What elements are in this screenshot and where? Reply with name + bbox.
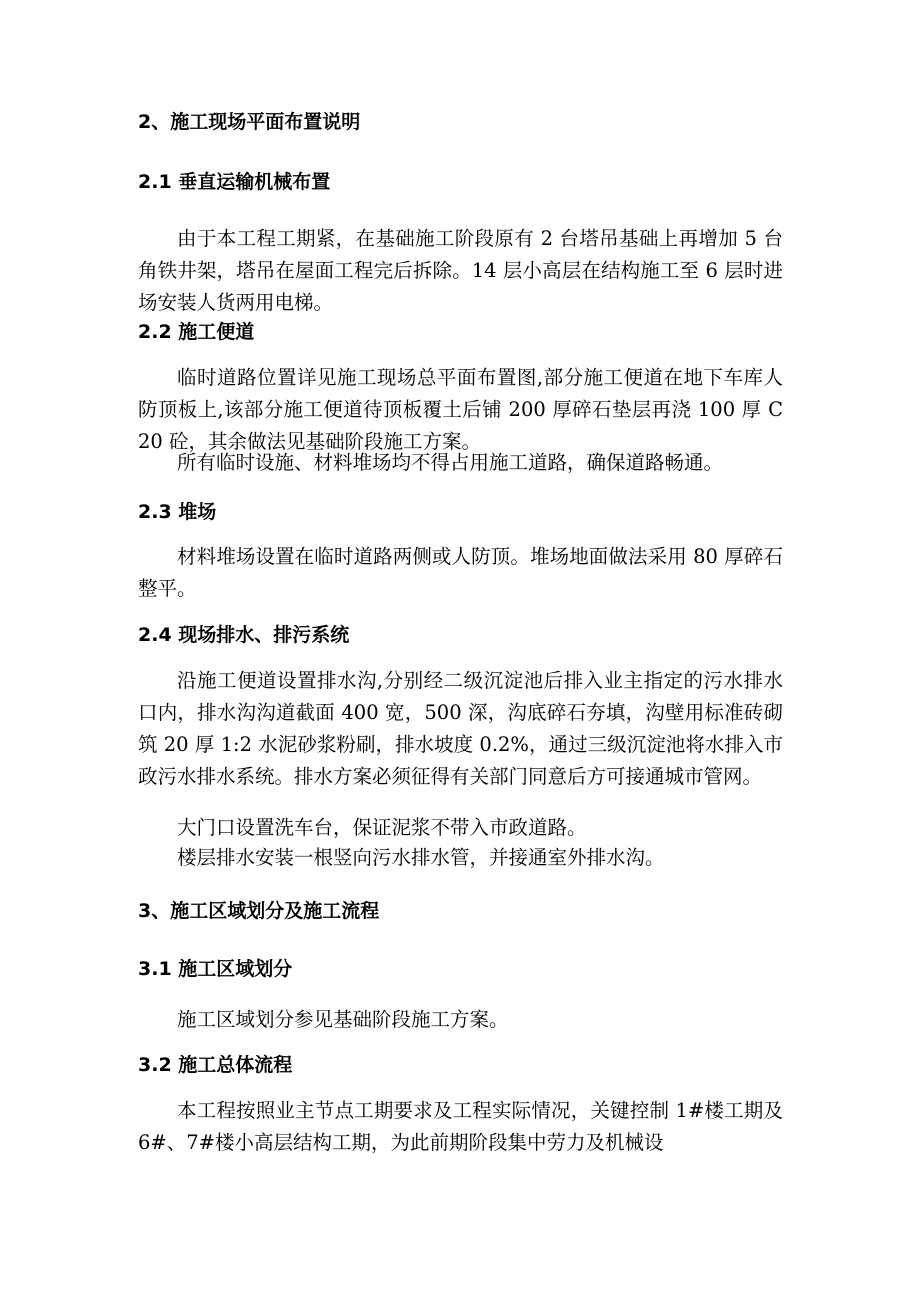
paragraph-2-4-1: 沿施工便道设置排水沟,分别经二级沉淀池后排入业主指定的污水排水口内，排水沟沟道截面 400 宽，500 深，沟底碎石夯填，沟壁用标准砖砌筑 20 厚 1:2 水泥砂浆粉刷，排水坡度 0.2%，通过三级沉淀池将水排入市政污水排水系统。排水方案必须征得有关部门同意后方可接通城市管网。 [138,669,783,788]
paragraph-2-2-2: 所有临时设施、材料堆场均不得占用施工道路，确保道路畅通。 [177,451,724,474]
section-heading-3-1: 3.1 施工区域划分 [138,958,293,980]
section-heading-3: 3、施工区域划分及施工流程 [138,900,380,922]
paragraph-3-1-1: 施工区域划分参见基础阶段施工方案。 [177,1008,509,1031]
paragraph-2-4-2: 大门口设置洗车台，保证泥浆不带入市政道路。 [177,816,587,839]
section-heading-3-2: 3.2 施工总体流程 [138,1054,293,1076]
paragraph-2-3-1: 材料堆场设置在临时道路两侧或人防顶。堆场地面做法采用 80 厚碎石整平。 [138,545,783,600]
paragraph-2-1-1: 由于本工程工期紧，在基础施工阶段原有 2 台塔吊基础上再增加 5 台角铁井架，塔吊在屋面工程完后拆除。14 层小高层在结构施工至 6 层时进场安装人货两用电梯。 [138,227,783,314]
section-heading-2-1: 2.1 垂直运输机械布置 [138,171,331,193]
section-heading-2-4: 2.4 现场排水、排污系统 [138,624,350,646]
paragraph-2-2-1: 临时道路位置详见施工现场总平面布置图,部分施工便道在地下车库人防顶板上,该部分施工便道待顶板覆土后铺 200 厚碎石垫层再浇 100 厚 C20 砼，其余做法见基础阶段施工方案。 [138,366,783,453]
section-heading-2-2: 2.2 施工便道 [138,321,255,343]
paragraph-3-2-1: 本工程按照业主节点工期要求及工程实际情况，关键控制 1#楼工期及 6#、7#楼小高层结构工期，为此前期阶段集中劳力及机械设 [138,1099,783,1154]
paragraph-2-4-3: 楼层排水安装一根竖向污水排水管，并接通室外排水沟。 [177,846,665,869]
section-heading-2-3: 2.3 堆场 [138,501,217,523]
section-heading-2: 2、施工现场平面布置说明 [138,111,361,133]
